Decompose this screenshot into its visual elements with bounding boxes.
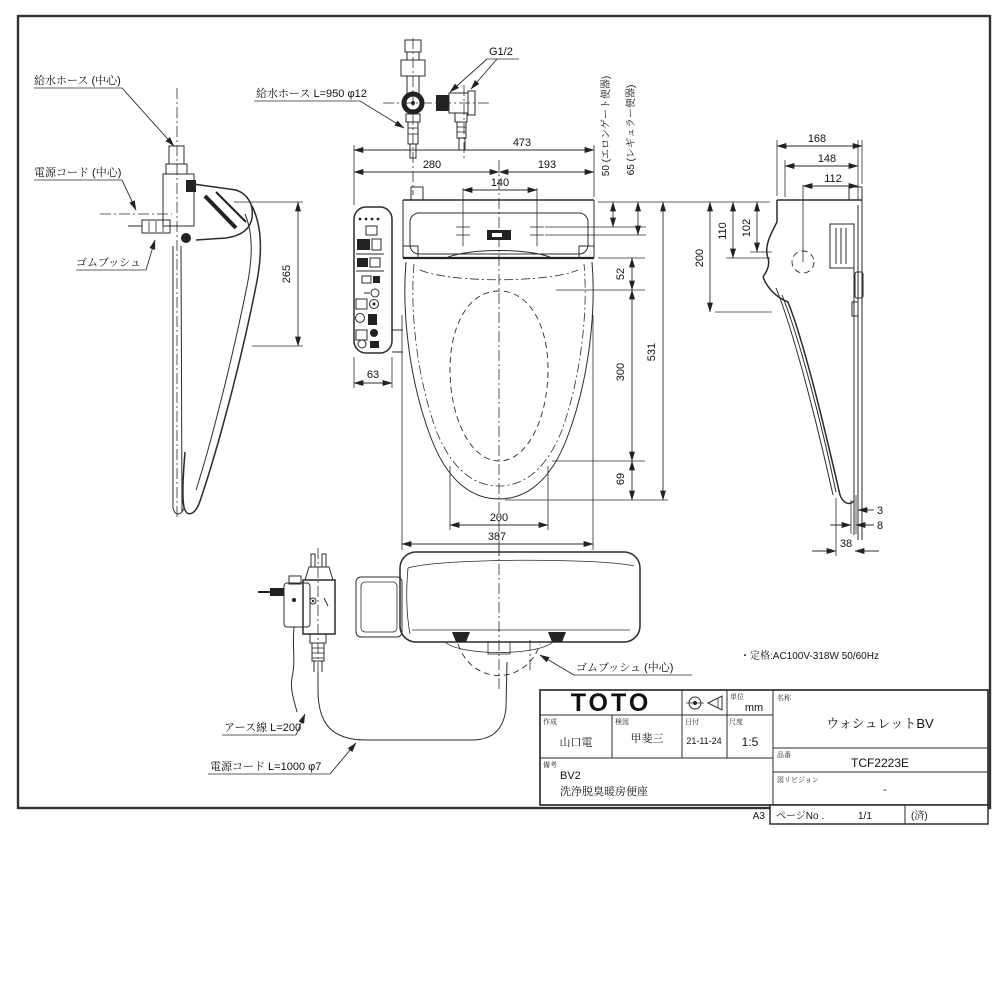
dim-plan-total-length: 531 xyxy=(646,342,658,362)
callout-power-cord-spec: 電源コード L=1000 φ7 xyxy=(210,761,322,773)
unit-value: mm xyxy=(744,702,764,714)
scale-value: 1:5 xyxy=(741,735,759,749)
dim-right-200: 200 xyxy=(694,248,706,268)
checker-label: 検図 xyxy=(615,719,629,726)
dim-side-height: 265 xyxy=(281,264,293,284)
date-value: 21-11-24 xyxy=(686,736,722,746)
callout-power-cord-center: 電源コード (中心) xyxy=(34,167,122,179)
callout-supply-hose-center: 給水ホース (中心) xyxy=(34,75,121,87)
rating-note: ・定格:AC100V-318W 50/60Hz xyxy=(740,651,879,662)
number-label: 品番 xyxy=(777,752,791,759)
drafter-value: 山口電 xyxy=(559,737,593,749)
checker-value: 甲斐三 xyxy=(630,733,664,745)
dim-gap-3: 3 xyxy=(877,505,884,517)
callout-thread-size: G1/2 xyxy=(489,46,513,58)
dim-plan-left: 280 xyxy=(422,159,442,171)
approved-stamp: (済) xyxy=(911,811,928,822)
sheet-size: A3 xyxy=(752,811,765,822)
dim-right-102: 102 xyxy=(741,218,753,238)
remarks-label: 備考 xyxy=(543,762,557,769)
dim-elongated: 50 (エロンゲート便器) xyxy=(601,75,612,177)
page-value: 1/1 xyxy=(858,811,872,822)
dim-lid-to-bowl: 52 xyxy=(615,267,627,281)
revision-label: 図リビジョン xyxy=(777,777,819,784)
model-desc: 洗浄脱臭暖房便座 xyxy=(560,786,648,798)
revision-value: - xyxy=(883,784,887,796)
dim-panel-width: 63 xyxy=(366,369,380,381)
number-value: TCF2223E xyxy=(850,756,910,770)
brand-logo: TOTO xyxy=(570,689,652,717)
callout-rubber-bush: ゴムブッシュ xyxy=(76,257,142,269)
dim-right-112: 112 xyxy=(824,173,842,185)
dim-plan-right: 193 xyxy=(537,159,557,171)
name-value: ウォシュレットBV xyxy=(826,716,934,731)
dim-right-148: 148 xyxy=(817,153,837,165)
valve-detail xyxy=(254,38,519,195)
dim-bolt-pitch: 140 xyxy=(490,177,510,189)
unit-label: 単位 xyxy=(730,694,744,701)
callout-rubber-bush-center: ゴムブッシュ (中心) xyxy=(576,662,674,674)
name-label: 名称 xyxy=(777,695,791,702)
left-side-view xyxy=(34,73,303,520)
title-block xyxy=(540,689,988,824)
dim-bowl-to-front: 69 xyxy=(615,472,627,486)
dim-bowl-width: 200 xyxy=(489,512,509,524)
model-code: BV2 xyxy=(560,770,581,782)
dim-gap-38: 38 xyxy=(839,538,853,550)
date-label: 日付 xyxy=(685,719,699,726)
right-side-view xyxy=(694,133,883,556)
dim-gap-8: 8 xyxy=(877,520,884,532)
dim-right-110: 110 xyxy=(717,222,729,240)
callout-earth-wire: アース線 L=200 xyxy=(224,722,302,734)
dim-bowl-length: 300 xyxy=(615,362,627,382)
dim-regular: 65 (レギュラー便器) xyxy=(626,84,637,176)
dim-plan-total-width: 473 xyxy=(512,137,532,149)
dim-right-168: 168 xyxy=(807,133,827,145)
dim-body-width: 387 xyxy=(487,531,507,543)
scale-label: 尺度 xyxy=(729,719,743,726)
page-label: ページNo . xyxy=(776,811,825,822)
callout-supply-hose-spec: 給水ホース L=950 φ12 xyxy=(256,88,367,100)
drafter-label: 作成 xyxy=(543,719,557,726)
